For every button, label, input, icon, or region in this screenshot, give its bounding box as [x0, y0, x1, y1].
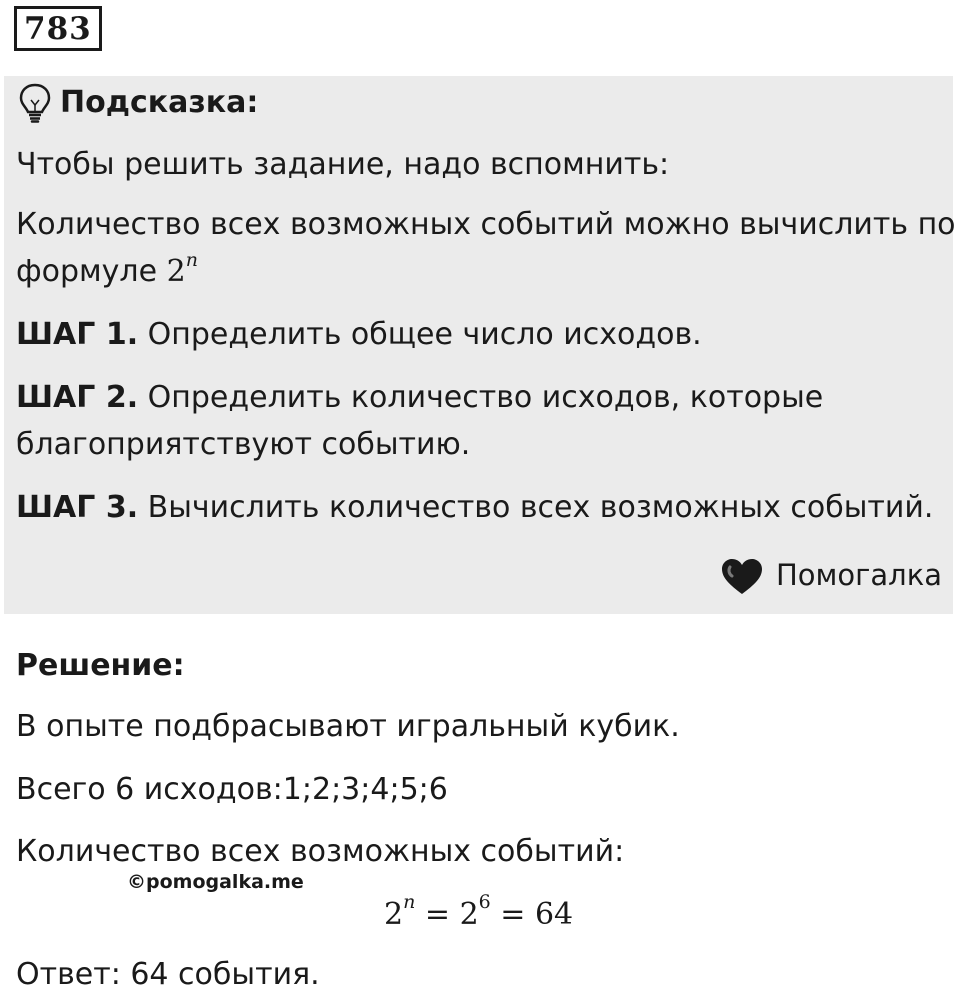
formula-result: 64	[534, 897, 574, 932]
step-1-label: ШАГ 1.	[16, 317, 139, 352]
formula-exp-2: 6	[478, 891, 491, 913]
rule-formula-exponent: n	[185, 249, 198, 271]
hint-title: Подсказка:	[60, 85, 259, 120]
heart-icon	[720, 557, 764, 597]
solution-line-1: В опыте подбрасывают игральный кубик.	[16, 709, 680, 744]
rule-formula-base: 2	[166, 254, 186, 289]
step-3-text: Вычислить количество всех возможных событий.	[138, 490, 934, 525]
step-1	[16, 316, 702, 354]
hint-rule-line2	[16, 249, 198, 291]
hint-rule-line1: Количество всех возможных событий можно вычислить по	[16, 207, 956, 242]
formula-eq-1: =	[415, 897, 460, 932]
answer: Ответ: 64 события.	[16, 957, 320, 992]
formula-exp-1: n	[403, 891, 416, 913]
solution-formula	[384, 891, 574, 936]
step-2	[16, 379, 823, 417]
hint-intro: Чтобы решить задание, надо вспомнить:	[16, 147, 670, 182]
solution-line-3: Количество всех возможных событий:	[16, 834, 625, 869]
step-1-text: Определить общее число исходов.	[138, 317, 702, 352]
step-2-label: ШАГ 2.	[16, 380, 139, 415]
step-3-label: ШАГ 3.	[16, 490, 139, 525]
formula-eq-2: =	[490, 897, 535, 932]
brand-label: Помогалка	[776, 558, 942, 592]
solution-line-2: Всего 6 исходов:1;2;3;4;5;6	[16, 772, 448, 807]
step-2-text: Определить количество исходов, которые	[138, 380, 824, 415]
lightbulb-icon	[18, 82, 52, 124]
rule-text: формуле	[16, 254, 167, 289]
task-number: 783	[14, 6, 102, 51]
formula-base-1: 2	[384, 897, 404, 932]
step-3	[16, 489, 933, 527]
solution-title: Решение:	[16, 648, 185, 683]
formula-base-2: 2	[459, 897, 479, 932]
step-2-continuation: благоприятствуют событию.	[16, 427, 471, 462]
watermark: ©pomogalka.me	[127, 871, 304, 893]
